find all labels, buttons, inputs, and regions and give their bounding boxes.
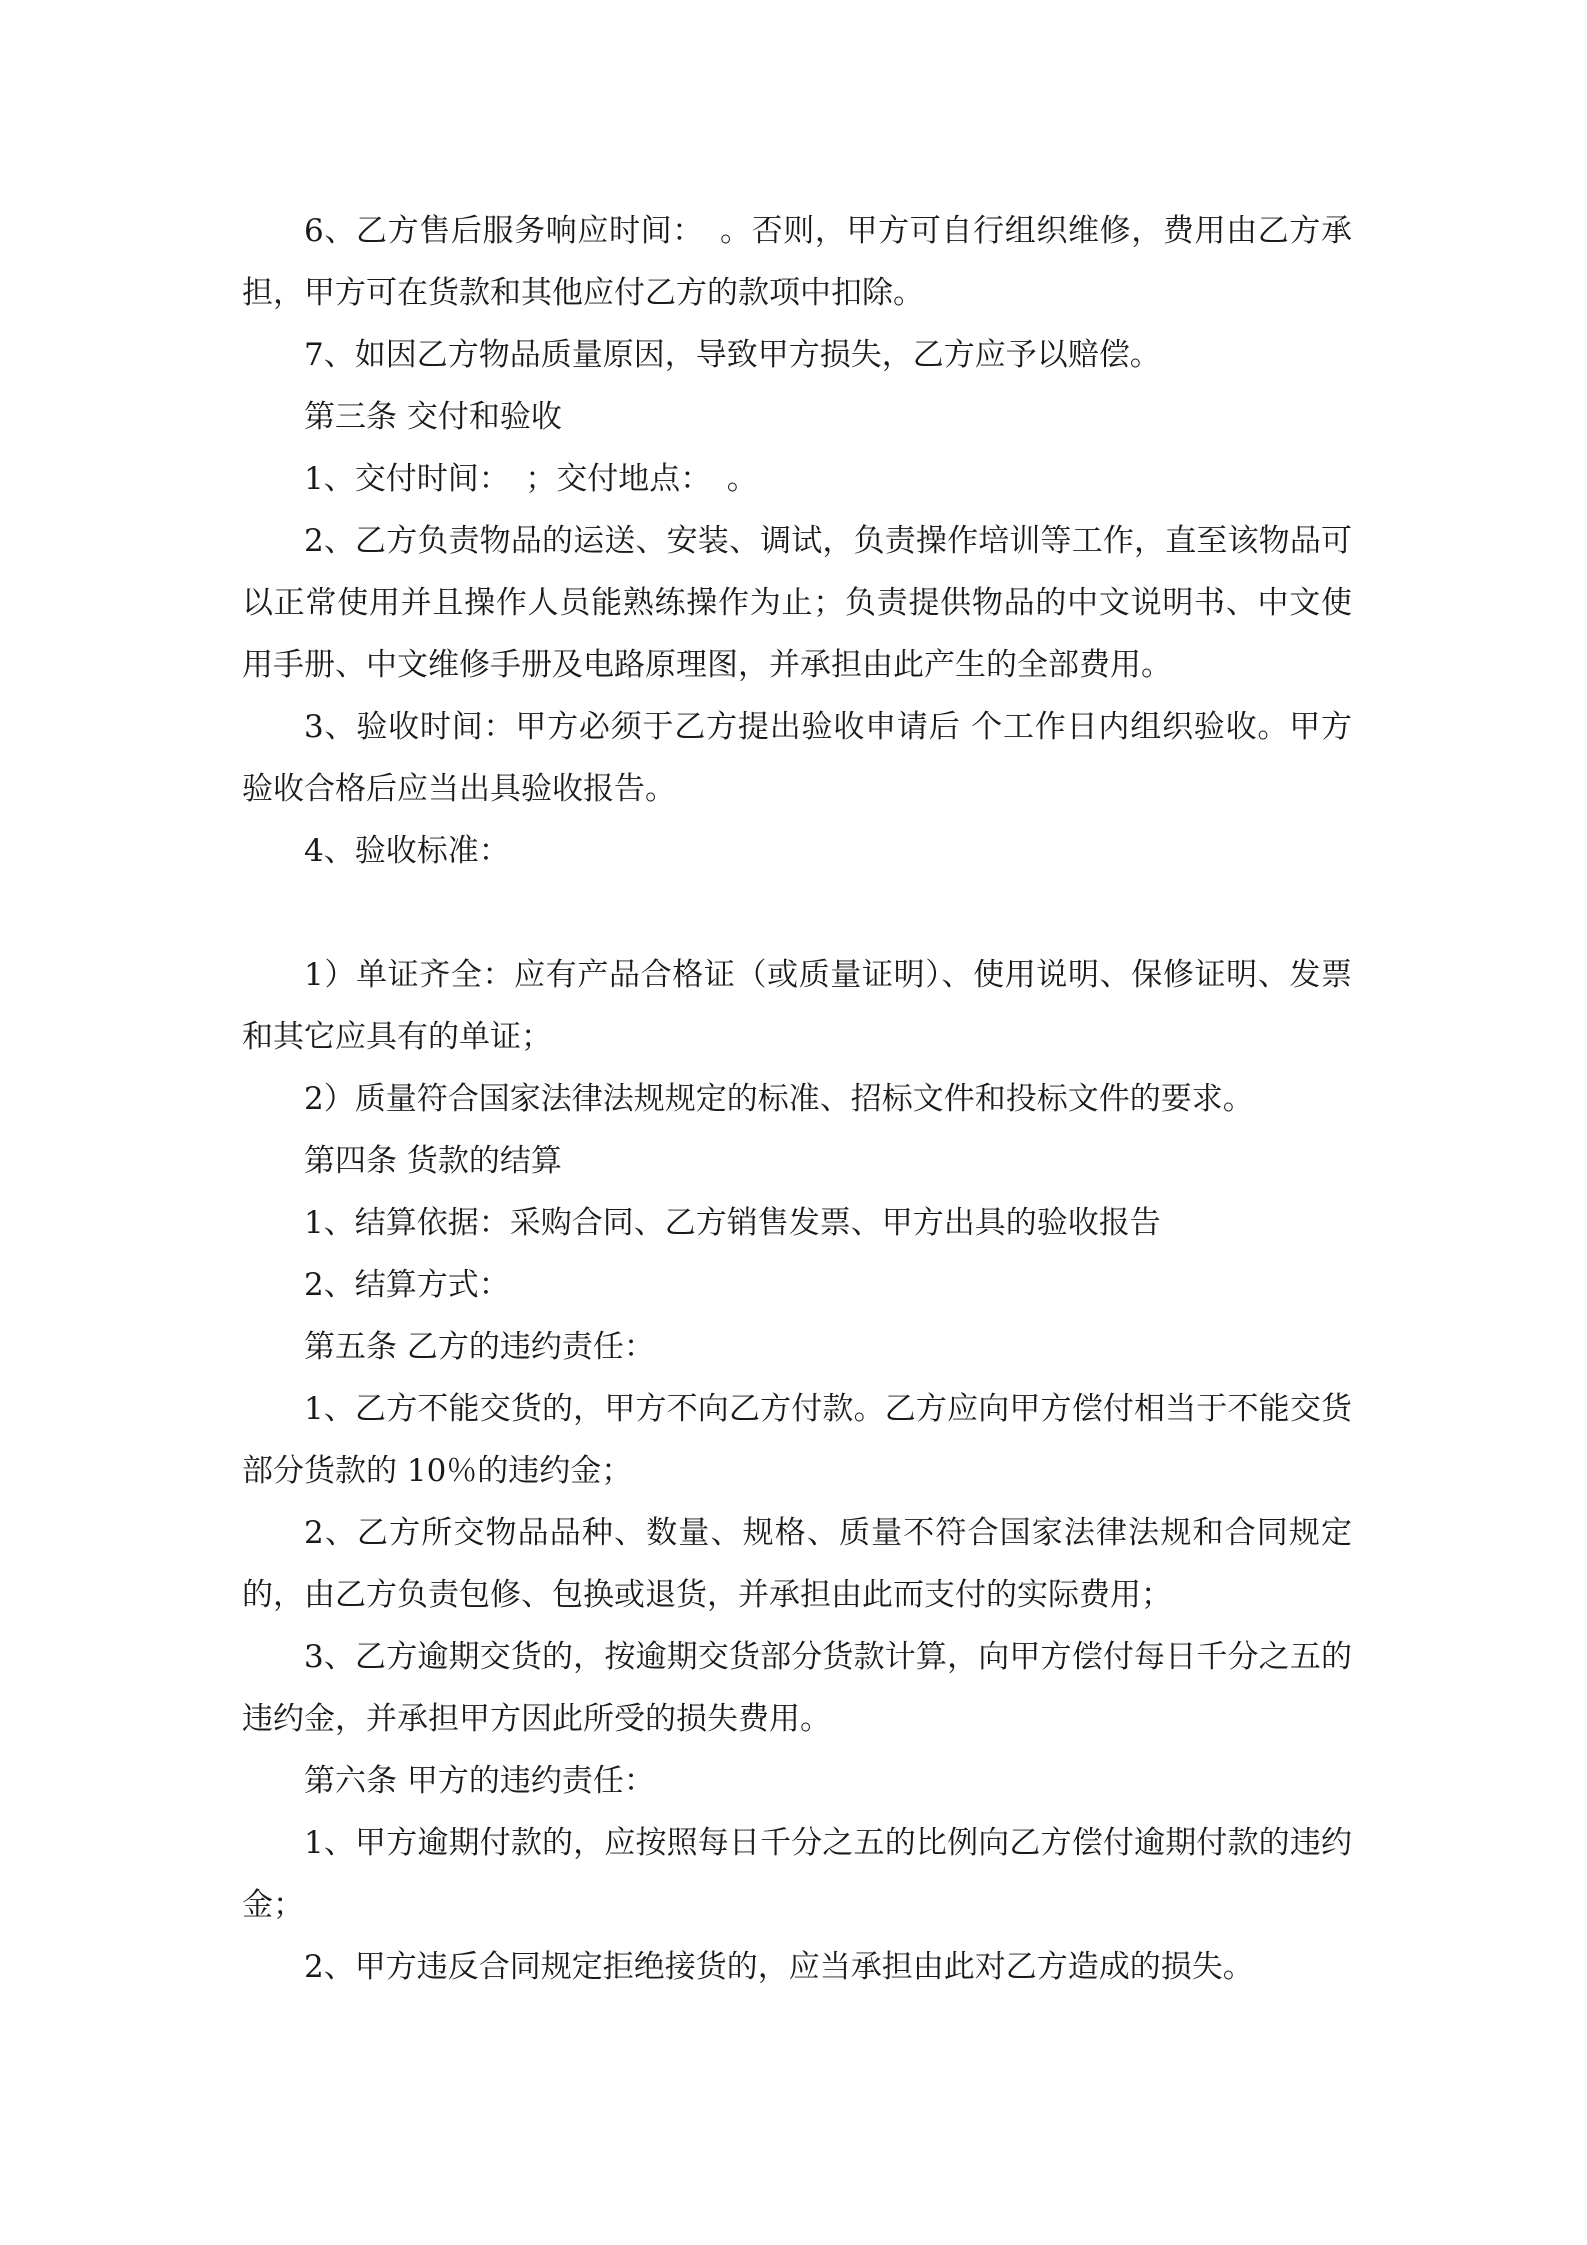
clause-late-payment: 1、甲方逾期付款的，应按照每日千分之五的比例向乙方偿付逾期付款的违约金； bbox=[242, 1825, 1352, 1923]
article-4-heading: 第四条 货款的结算 bbox=[304, 1143, 562, 1179]
clause-quality-compensation: 7、如因乙方物品质量原因，导致甲方损失，乙方应予以赔偿。 bbox=[304, 337, 1161, 373]
clause-settlement-basis: 1、结算依据：采购合同、乙方销售发票、甲方出具的验收报告 bbox=[304, 1205, 1161, 1241]
article-5-heading: 第五条 乙方的违约责任： bbox=[304, 1329, 655, 1365]
clause-acceptance-standard: 4、验收标准： bbox=[304, 833, 510, 869]
blank-spacer bbox=[242, 882, 1352, 944]
clause-nonconforming-goods: 2、乙方所交物品品种、数量、规格、质量不符合国家法律法规和合同规定的，由乙方负责包修、包换或退货，并承担由此而支付的实际费用； bbox=[242, 1515, 1352, 1613]
document-body bbox=[242, 200, 1352, 1998]
clause-delivery-installation: 2、乙方负责物品的运送、安装、调试，负责操作培训等工作，直至该物品可以正常使用并且操作人员能熟练操作为止；负责提供物品的中文说明书、中文使用手册、中文维修手册及电路原理图，并承担由此产生的全部费用。 bbox=[242, 523, 1352, 683]
clause-refuse-goods: 2、甲方违反合同规定拒绝接货的，应当承担由此对乙方造成的损失。 bbox=[304, 1949, 1254, 1985]
clause-late-delivery: 3、乙方逾期交货的，按逾期交货部分货款计算，向甲方偿付每日千分之五的违约金，并承担甲方因此所受的损失费用。 bbox=[242, 1639, 1352, 1737]
clause-quality-standard: 2）质量符合国家法律法规规定的标准、招标文件和投标文件的要求。 bbox=[304, 1081, 1254, 1117]
clause-settlement-method: 2、结算方式： bbox=[304, 1267, 510, 1303]
clause-documents-complete: 1）单证齐全：应有产品合格证（或质量证明）、使用说明、保修证明、发票和其它应具有的单证； bbox=[242, 957, 1352, 1055]
article-6-heading: 第六条 甲方的违约责任： bbox=[304, 1763, 655, 1799]
clause-non-delivery: 1、乙方不能交货的，甲方不向乙方付款。乙方应向甲方偿付相当于不能交货部分货款的 10％的违约金； bbox=[242, 1391, 1352, 1489]
clause-acceptance-time: 3、验收时间：甲方必须于乙方提出验收申请后 个工作日内组织验收。甲方验收合格后应当出具验收报告。 bbox=[242, 709, 1352, 807]
clause-service-response: 6、乙方售后服务响应时间： 。否则，甲方可自行组织维修，费用由乙方承担，甲方可在货款和其他应付乙方的款项中扣除。 bbox=[242, 213, 1352, 311]
article-3-heading: 第三条 交付和验收 bbox=[304, 399, 562, 435]
clause-delivery-time-place: 1、交付时间： ；交付地点： 。 bbox=[304, 461, 758, 497]
